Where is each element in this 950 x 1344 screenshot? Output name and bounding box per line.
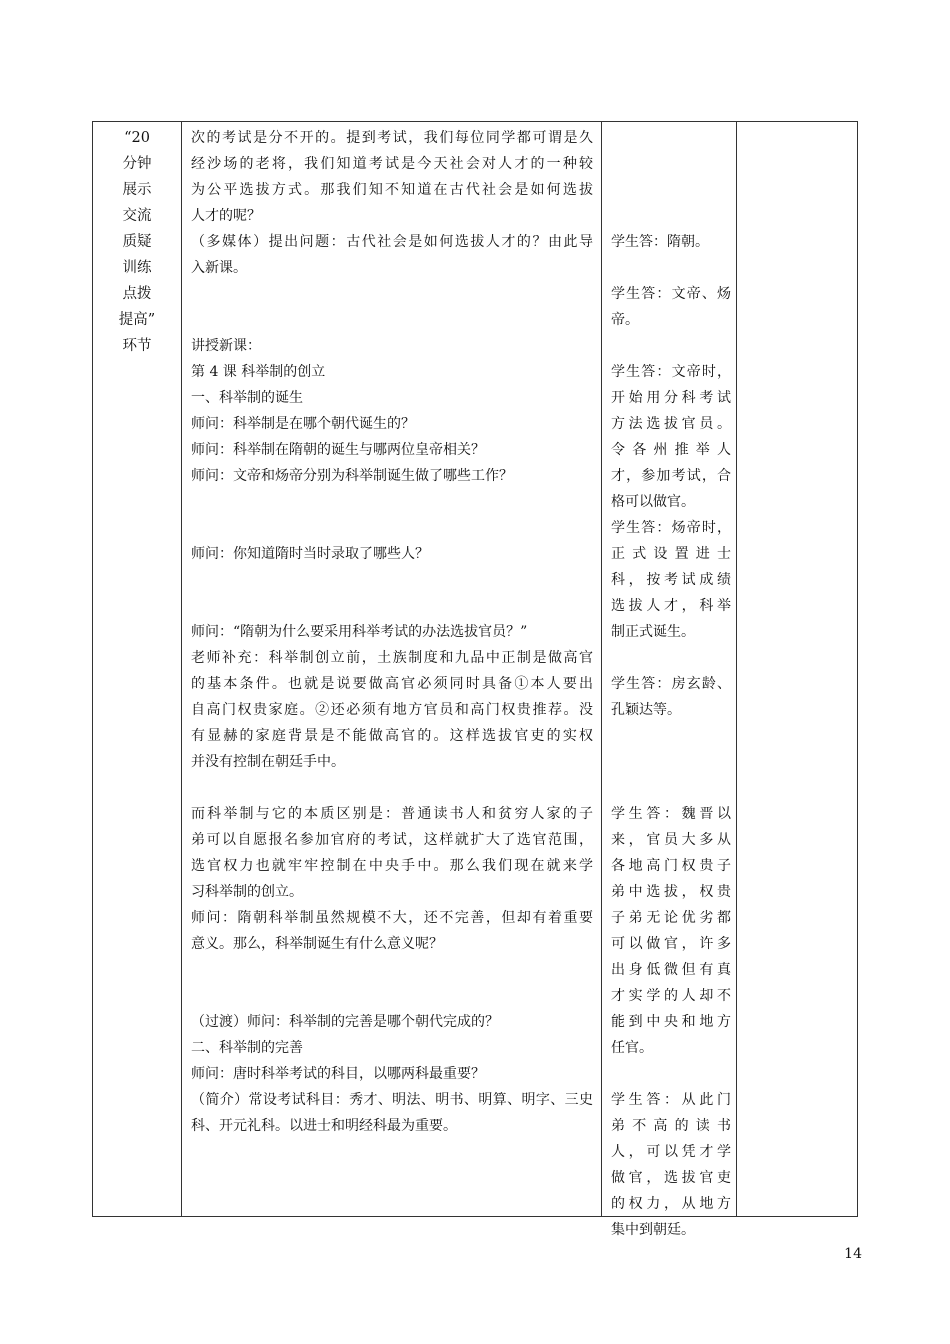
student-answer-line: [611, 333, 731, 359]
student-answer-line: 各地高门权贵子: [611, 858, 731, 874]
student-answer-line: 学生答：从此门: [611, 1092, 731, 1108]
student-answer-line: [611, 151, 731, 177]
student-answer-line: 可以做官，许多: [611, 936, 731, 952]
teacher-text-line: 师问：科举制是在哪个朝代诞生的？: [191, 416, 415, 432]
stage-label-line: 环节: [122, 338, 152, 354]
student-answer-line: 任官。: [611, 1040, 653, 1056]
teacher-text-line: 老师补充：科举制创立前，土族制度和九品中正制是做高官: [191, 650, 593, 666]
student-answer-line: 才实学的人却不: [611, 988, 731, 1004]
student-answer-line: 正式设置进士: [611, 546, 731, 562]
student-answer-line: 开始用分科考试: [611, 390, 731, 406]
teacher-text-line: [191, 957, 593, 983]
teacher-text-line: [191, 775, 593, 801]
teacher-text-line: 入新课。: [191, 260, 247, 276]
teacher-text-line: 第 4 课 科举制的创立: [191, 364, 326, 380]
student-answer-line: 来，官员大多从: [611, 832, 731, 848]
teacher-text-line: [191, 983, 593, 1009]
teacher-text-line: [191, 593, 593, 619]
teacher-activity-cell: [182, 122, 601, 1139]
student-answer-line: 格可以做官。: [611, 494, 695, 510]
stage-label-line: 分钟: [122, 156, 152, 172]
teacher-text-line: 人才的呢？: [191, 208, 261, 224]
column-divider: [736, 122, 737, 1216]
teacher-text-line: 师问：你知道隋时当时录取了哪些人？: [191, 546, 429, 562]
teacher-text-line: 习科举制的创立。: [191, 884, 303, 900]
student-answer-line: 人，可以凭才学: [611, 1144, 731, 1160]
teacher-text-line: 经沙场的老将，我们知道考试是今天社会对人才的一种较: [191, 156, 593, 172]
student-answer-line: 做官，选拔官吏: [611, 1170, 731, 1186]
student-answer-line: [611, 177, 731, 203]
student-answer-line: 学生答：隋朝。: [611, 234, 709, 250]
student-answer-line: 才，参加考试，合: [611, 468, 731, 484]
teacher-text-line: 并没有控制在朝廷手中。: [191, 754, 345, 770]
student-answer-line: 弟不高的读书: [611, 1118, 731, 1134]
student-answer-line: 出身低微但有真: [611, 962, 731, 978]
student-answer-line: 学生答：魏晋以: [611, 806, 731, 822]
student-answer-line: 集中到朝廷。: [611, 1222, 695, 1238]
student-answer-line: 学生答：文帝、炀: [611, 286, 731, 302]
stage-label-cell: [93, 122, 181, 359]
teacher-text-line: [191, 567, 593, 593]
teacher-text-line: 一、科举制的诞生: [191, 390, 303, 406]
student-answer-line: 选拔人才，科举: [611, 598, 731, 614]
teacher-text-line: 而科举制与它的本质区别是：普通读书人和贫穷人家的子: [191, 806, 593, 822]
stage-label-line: 训练: [122, 260, 152, 276]
student-answer-line: 制正式诞生。: [611, 624, 695, 640]
teacher-text-line: 有显赫的家庭背景是不能做高官的。这样选拔官吏的实权: [191, 728, 593, 744]
teacher-text-line: 师问：文帝和炀帝分别为科举制诞生做了哪些工作？: [191, 468, 513, 484]
teacher-text-line: 自高门权贵家庭。②还必须有地方官员和高门权贵推荐。没: [191, 702, 593, 718]
student-answer-line: 学生答：房玄龄、: [611, 676, 731, 692]
student-answer-line: [611, 749, 731, 775]
student-answer-line: [611, 255, 731, 281]
teacher-text-line: 师问：“隋朝为什么要采用科举考试的办法选拔官员？”: [191, 624, 528, 640]
student-activity-cell: [602, 122, 736, 1243]
teacher-text-line: 弟可以自愿报名参加官府的考试，这样就扩大了选官范围，: [191, 832, 593, 848]
student-answer-line: 子弟无论优劣都: [611, 910, 731, 926]
stage-label-line: 质疑: [122, 234, 152, 250]
teacher-text-line: [191, 281, 593, 307]
stage-label-line: “20: [124, 130, 150, 146]
student-answer-line: 弟中选拔，权贵: [611, 884, 731, 900]
stage-label-line: 展示: [122, 182, 152, 198]
teacher-text-line: 师问：唐时科举考试的科目，以哪两科最重要？: [191, 1066, 485, 1082]
stage-label-line: 点拨: [122, 286, 152, 302]
student-answer-line: 帝。: [611, 312, 639, 328]
student-answer-line: [611, 775, 731, 801]
stage-label-line: 交流: [122, 208, 152, 224]
student-answer-line: [611, 645, 731, 671]
lesson-table: [92, 121, 858, 1238]
student-answer-line: 的权力，从地方: [611, 1196, 731, 1212]
teacher-text-line: 科、开元礼科。以进士和明经科最为重要。: [191, 1118, 457, 1134]
teacher-text-line: 选官权力也就牢牢控制在中央手中。那么我们现在就来学: [191, 858, 593, 874]
student-answer-line: [611, 203, 731, 229]
student-answer-line: 能到中央和地方: [611, 1014, 731, 1030]
teacher-text-line: 意义。那么，科举制诞生有什么意义呢？: [191, 936, 443, 952]
teacher-text-line: 讲授新课：: [191, 338, 261, 354]
teacher-text-line: （简介）常设考试科目：秀才、明法、明书、明算、明字、三史: [191, 1092, 593, 1108]
teacher-text-line: [191, 307, 593, 333]
student-answer-line: 孔颖达等。: [611, 702, 681, 718]
teacher-text-line: （多媒体）提出问题：古代社会是如何选拔人才的？由此导: [191, 234, 593, 250]
teacher-text-line: 师问：隋朝科举制虽然规模不大，还不完善，但却有着重要: [191, 910, 593, 926]
page-number: 14: [844, 1246, 862, 1262]
teacher-text-line: [191, 489, 593, 515]
student-answer-line: 科，按考试成绩: [611, 572, 731, 588]
teacher-text-line: 为公平选拔方式。那我们知不知道在古代社会是如何选拔: [191, 182, 593, 198]
student-answer-line: 学生答：炀帝时，: [611, 520, 731, 536]
student-answer-line: [611, 125, 731, 151]
teacher-text-line: 二、科举制的完善: [191, 1040, 303, 1056]
student-answer-line: 方法选拔官员。: [611, 416, 731, 432]
student-answer-line: 学生答：文帝时，: [611, 364, 731, 380]
teacher-text-line: （过渡）师问：科举制的完善是哪个朝代完成的？: [191, 1014, 499, 1030]
teacher-text-line: [191, 515, 593, 541]
stage-label-line: 提高”: [118, 312, 156, 328]
student-answer-line: [611, 723, 731, 749]
teacher-text-line: 的基本条件。也就是说要做高官必须同时具备①本人要出: [191, 676, 593, 692]
student-answer-line: 令各州推举人: [611, 442, 731, 458]
teacher-text-line: 师问：科举制在隋朝的诞生与哪两位皇帝相关？: [191, 442, 485, 458]
student-answer-line: [611, 1061, 731, 1087]
teacher-text-line: 次的考试是分不开的。提到考试，我们每位同学都可谓是久: [191, 130, 593, 146]
